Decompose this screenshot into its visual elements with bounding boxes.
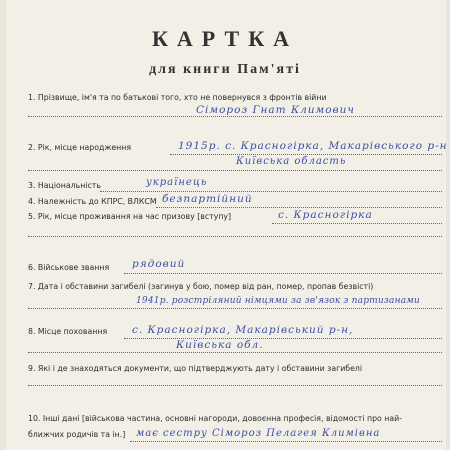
field-6-value: рядовий [132,258,186,270]
field-8-line2 [28,352,442,353]
card-title: КАРТКА [151,26,299,51]
field-5-value: с. Красногірка [278,209,373,221]
field-3-label: 3. Національність [28,181,101,190]
field-3-value: українець [146,177,208,188]
field-10-label-line1: 10. Інші дані [військова частина, основні нагороди, довоєнна професія, відомості про най- [28,414,403,423]
field-3-line [100,191,442,192]
field-5-line2 [28,236,442,237]
field-6-label: 6. Військове звання [28,263,110,272]
field-5-label: 5. Рік, місце проживання на час призову [вступу] [28,212,232,221]
field-10-value: має сестру Сімороз Пелагея Климівна [136,428,381,439]
field-1-label: 1. Прізвище, ім'я та по батькові того, хто не повернувся з фронтів війни [28,93,327,102]
card-subtitle: для книги Пам'яті [149,62,301,77]
field-9-line [28,385,442,386]
field-2-line1 [170,154,442,155]
field-5-line1 [272,223,442,224]
field-4-line [156,207,442,208]
field-7-value: 1941р. розстріляний німцями за зв'язок з партизанами [136,296,420,306]
field-8-value-line2: Київська обл. [176,339,264,351]
field-1-line [28,116,442,117]
field-2-line2 [28,170,442,171]
field-2-value-line2: Київська область [236,156,347,167]
field-9-label: 9. Які і де знаходяться документи, що підтверджують дату і обставини загибелі [28,364,363,373]
field-2-value-line1: 1915р. с. Красногірка, Макарівського р-н [178,140,448,152]
field-2-label: 2. Рік, місце народження [28,143,132,152]
field-1-value: Сімороз Гнат Климович [196,104,355,116]
field-8-line1 [124,338,442,339]
field-7-label: 7. Дата і обставини загибелі (загинув у бою, помер від ран, помер, пропав безвісті) [28,282,374,291]
field-8-value-line1: с. Красногірка, Макарівський р-н, [132,324,354,336]
field-10-label-line2: ближчих родичів та ін.] [28,430,126,439]
field-4-label: 4. Належність до КПРС, ВЛКСМ [28,197,157,206]
field-8-label: 8. Місце поховання [28,327,108,336]
field-10-line [130,441,442,442]
field-6-line [124,273,442,274]
field-7-line [28,308,442,309]
field-4-value: безпартійний [162,193,253,205]
